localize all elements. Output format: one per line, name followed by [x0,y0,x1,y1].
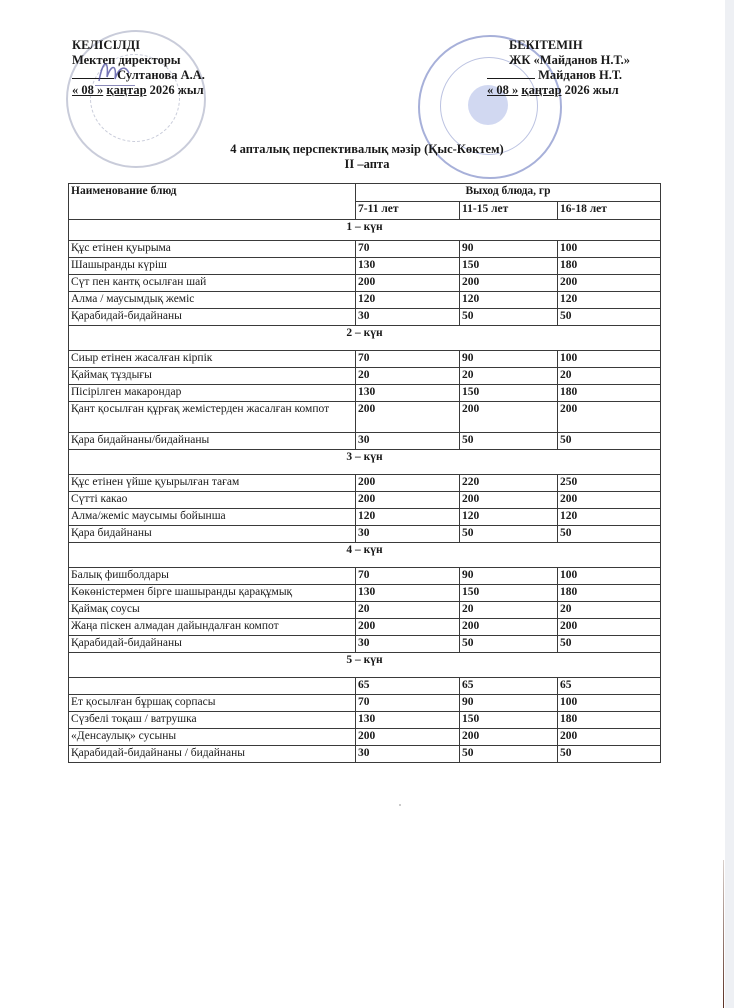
yield-11-15: 90 [460,568,558,585]
date-day: « 08 » [72,83,104,97]
yield-7-11: 200 [356,402,460,433]
dish-name: Шашыранды күріш [69,258,356,275]
yield-16-18: 200 [558,619,661,636]
approval-name: Майданов Н.Т. [538,68,623,82]
yield-11-15: 200 [460,729,558,746]
yield-11-15: 120 [460,292,558,309]
yield-11-15: 200 [460,275,558,292]
approval-date [487,83,630,98]
yield-7-11: 30 [356,636,460,653]
dish-name: Құс етінен қуырыма [69,241,356,258]
signature [95,55,135,86]
week-label: II –апта [344,157,390,171]
table-row [69,602,661,619]
yield-16-18: 100 [558,568,661,585]
yield-16-18: 250 [558,475,661,492]
table-row [69,475,661,492]
table-row [69,729,661,746]
table-row [69,433,661,450]
date-month: қаңтар [106,83,147,97]
yield-16-18: 180 [558,585,661,602]
yield-11-15: 90 [460,351,558,368]
table-row [69,368,661,385]
date-year: 2026 жыл [149,83,204,97]
yield-16-18: 200 [558,492,661,509]
dish-name: Алма/жеміс маусымы бойынша [69,509,356,526]
date-day: « 08 » [487,83,519,97]
table-row [69,385,661,402]
column-header-age-16-18: 16-18 лет [558,202,661,220]
table-row [69,695,661,712]
dish-name: Сүт пен кантқ осылған шай [69,275,356,292]
yield-16-18: 200 [558,729,661,746]
yield-16-18: 50 [558,526,661,543]
table-row [69,492,661,509]
table-row [69,292,661,309]
column-header-yield: Выход блюда, гр [356,184,661,202]
dish-name: Сиыр етінен жасалған кірпік [69,351,356,368]
approval-name: Султанова А.А. [117,68,205,82]
yield-11-15: 150 [460,258,558,275]
approval-name-line [72,68,205,83]
document-title: 4 апталық перспективалық мәзір (Қыс-Көктем) [230,142,504,156]
approval-role: Мектеп директоры [72,53,181,67]
approval-heading: КЕЛІСІЛДІ [72,38,141,52]
dish-name: Жаңа піскен алмадан дайындалған компот [69,619,356,636]
yield-7-11: 30 [356,309,460,326]
yield-11-15: 200 [460,402,558,433]
table-row [69,585,661,602]
yield-16-18: 50 [558,309,661,326]
yield-11-15: 65 [460,678,558,695]
yield-11-15: 90 [460,241,558,258]
dish-name: Қарабидай-бидайнаны [69,309,356,326]
day-label: 1 – күн [69,220,661,241]
table-row [69,351,661,368]
yield-7-11: 30 [356,746,460,763]
yield-16-18: 20 [558,368,661,385]
yield-7-11: 130 [356,585,460,602]
yield-16-18: 100 [558,241,661,258]
dish-name: Қаймақ соусы [69,602,356,619]
dish-name: Пісірілген макарондар [69,385,356,402]
table-row [69,568,661,585]
yield-11-15: 150 [460,385,558,402]
table-row [69,746,661,763]
scan-speck [399,804,401,806]
menu-table [68,183,661,763]
table-row [69,712,661,729]
date-month: қаңтар [521,83,562,97]
yield-7-11: 130 [356,258,460,275]
yield-11-15: 50 [460,636,558,653]
yield-11-15: 200 [460,492,558,509]
yield-16-18: 180 [558,258,661,275]
date-year: 2026 жыл [564,83,619,97]
yield-11-15: 50 [460,309,558,326]
yield-11-15: 200 [460,619,558,636]
yield-7-11: 20 [356,368,460,385]
page-edge-shadow [723,860,724,1008]
dish-name: Құс етінен үйше қуырылған тағам [69,475,356,492]
yield-11-15: 120 [460,509,558,526]
yield-11-15: 220 [460,475,558,492]
table-row [69,309,661,326]
yield-7-11: 70 [356,351,460,368]
approval-block-right [487,38,630,98]
dish-name: Сүзбелі тоқаш / ватрушка [69,712,356,729]
yield-16-18: 50 [558,746,661,763]
yield-7-11: 20 [356,602,460,619]
day-header-row [69,326,661,351]
yield-7-11: 70 [356,568,460,585]
dish-name: Қант қосылған құрғақ жемістерден жасалған компот [69,402,356,433]
yield-16-18: 50 [558,636,661,653]
table-row [69,636,661,653]
table-row [69,258,661,275]
approval-org: ЖК «Майданов Н.Т.» [509,53,630,67]
day-label: 3 – күн [69,450,661,475]
yield-7-11: 200 [356,475,460,492]
table-row [69,678,661,695]
yield-7-11: 130 [356,712,460,729]
yield-16-18: 180 [558,385,661,402]
yield-7-11: 120 [356,509,460,526]
yield-11-15: 20 [460,602,558,619]
yield-7-11: 200 [356,729,460,746]
dish-name: Қара бидайнаны/бидайнаны [69,433,356,450]
yield-7-11: 70 [356,241,460,258]
day-label: 5 – күн [69,653,661,678]
yield-16-18: 120 [558,509,661,526]
approval-block-left [72,38,205,98]
yield-16-18: 200 [558,275,661,292]
yield-16-18: 100 [558,695,661,712]
approval-heading: БЕКІТЕМІН [509,38,583,52]
yield-7-11: 65 [356,678,460,695]
dish-name [69,678,356,695]
yield-16-18: 50 [558,433,661,450]
yield-16-18: 200 [558,402,661,433]
dish-name: Балық фишболдары [69,568,356,585]
table-row [69,526,661,543]
yield-7-11: 200 [356,492,460,509]
dish-name: Қарабидай-бидайнаны / бидайнаны [69,746,356,763]
yield-11-15: 150 [460,585,558,602]
table-row [69,241,661,258]
day-label: 2 – күн [69,326,661,351]
day-label: 4 – күн [69,543,661,568]
table-row [69,619,661,636]
yield-16-18: 120 [558,292,661,309]
yield-11-15: 50 [460,526,558,543]
yield-11-15: 90 [460,695,558,712]
yield-7-11: 200 [356,275,460,292]
yield-11-15: 150 [460,712,558,729]
yield-11-15: 50 [460,433,558,450]
day-header-row [69,653,661,678]
yield-11-15: 20 [460,368,558,385]
column-header-age-7-11: 7-11 лет [356,202,460,220]
dish-name: Қаймақ тұздығы [69,368,356,385]
dish-name: Қара бидайнаны [69,526,356,543]
approval-name-line [487,68,630,83]
dish-name: «Денсаулық» сусыны [69,729,356,746]
yield-7-11: 200 [356,619,460,636]
yield-7-11: 30 [356,433,460,450]
dish-name: Алма / маусымдық жеміс [69,292,356,309]
yield-16-18: 65 [558,678,661,695]
table-row [69,509,661,526]
column-header-age-11-15: 11-15 лет [460,202,558,220]
table-row [69,402,661,433]
column-header-dish: Наименование блюд [69,184,356,220]
yield-7-11: 130 [356,385,460,402]
approval-date [72,83,205,98]
dish-name: Қарабидай-бидайнаны [69,636,356,653]
yield-7-11: 120 [356,292,460,309]
yield-7-11: 30 [356,526,460,543]
table-row [69,275,661,292]
yield-16-18: 100 [558,351,661,368]
day-header-row [69,220,661,241]
dish-name: Ет қосылған бұршақ сорпасы [69,695,356,712]
yield-11-15: 50 [460,746,558,763]
yield-16-18: 20 [558,602,661,619]
dish-name: Сүтті какао [69,492,356,509]
dish-name: Көкөністермен бірге шашыранды қарақұмық [69,585,356,602]
day-header-row [69,450,661,475]
day-header-row [69,543,661,568]
yield-16-18: 180 [558,712,661,729]
yield-7-11: 70 [356,695,460,712]
